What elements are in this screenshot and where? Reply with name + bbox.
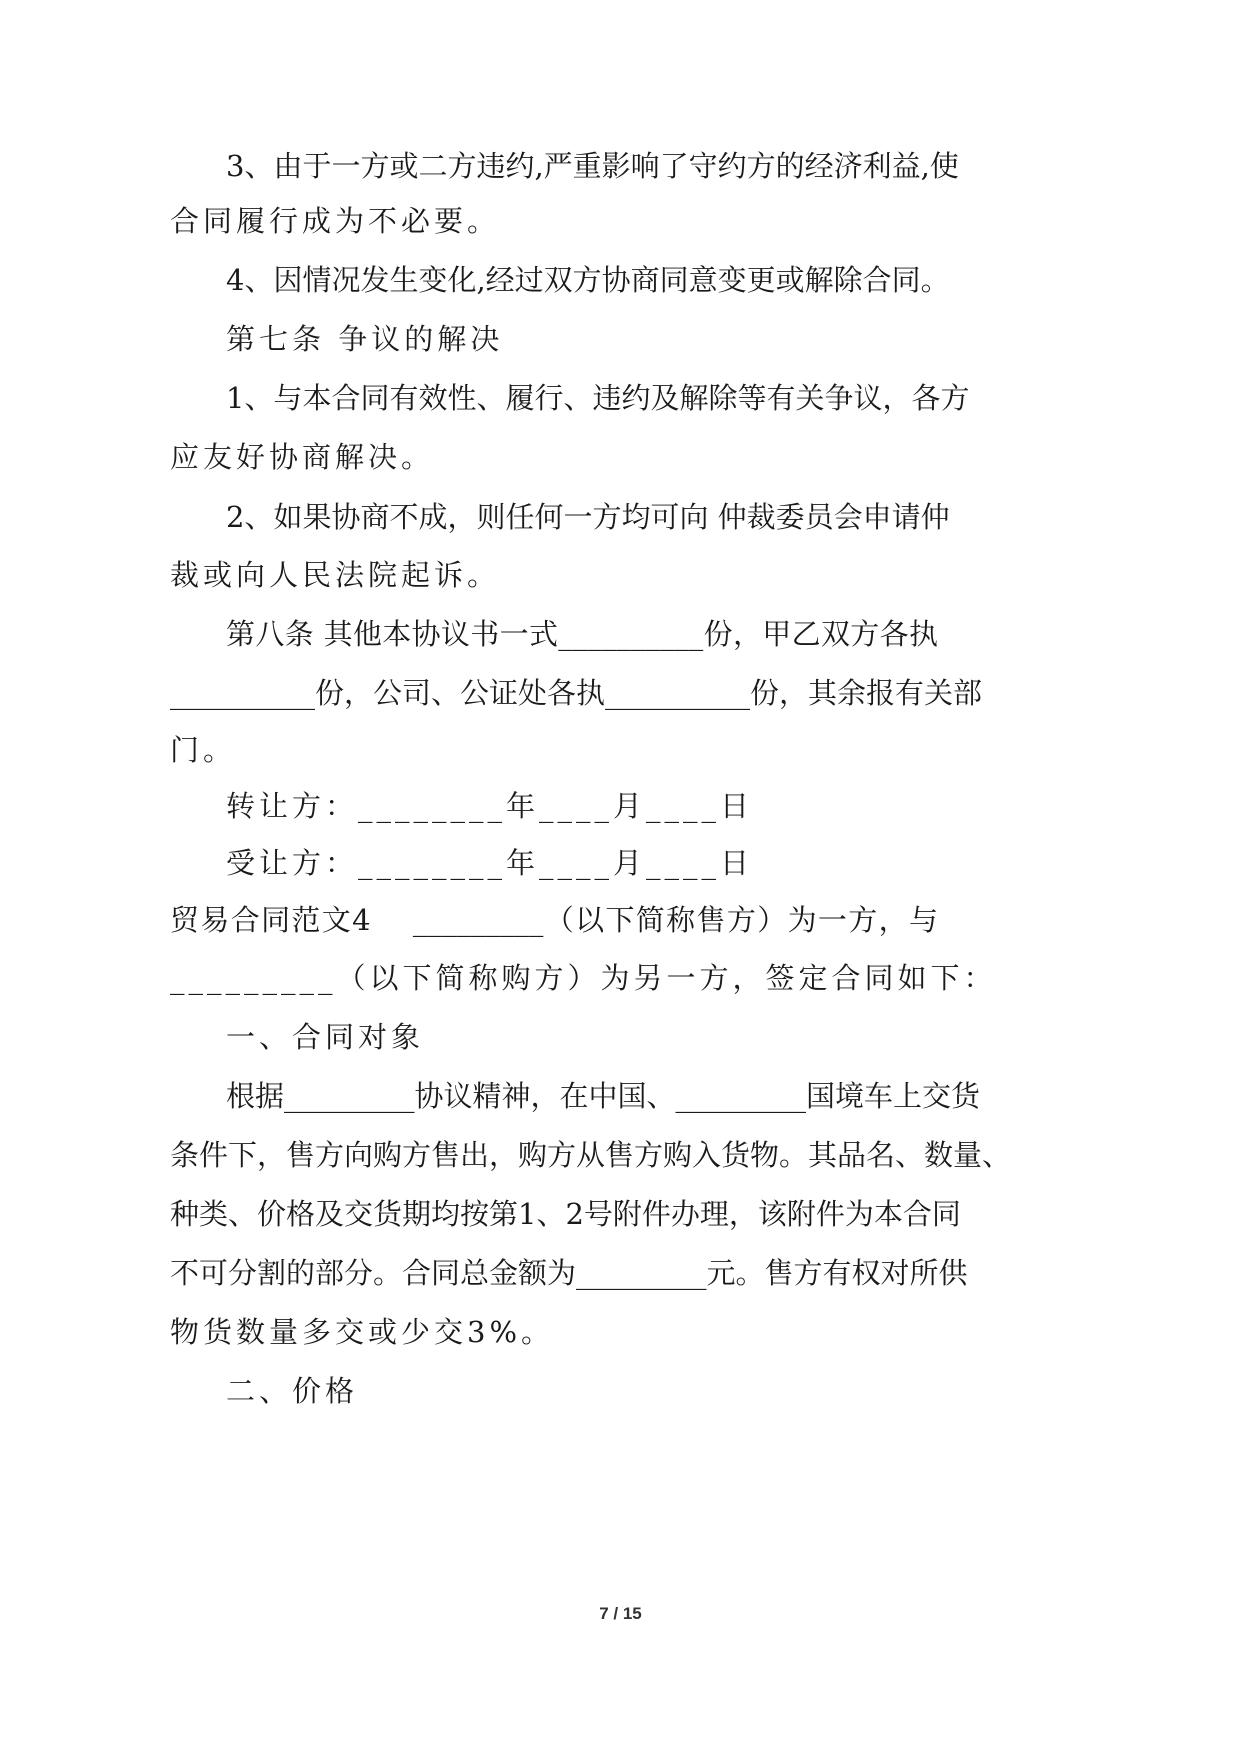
paragraph-line: 种类、价格及交货期均按第1、2号附件办理，该附件为本合同	[170, 1197, 961, 1231]
paragraph-line: 合同履行成为不必要。	[170, 204, 501, 238]
paragraph-line: 1、与本合同有效性、履行、违约及解除等有关争议，各方	[226, 381, 970, 415]
paragraph-line: 第八条 其他本协议书一式__________份，甲乙双方各执	[226, 617, 938, 651]
paragraph-line: 物货数量多交或少交3%。	[170, 1315, 555, 1349]
paragraph-line: _________（以下简称购方）为另一方，签定合同如下：	[170, 961, 997, 995]
paragraph-line: 不可分割的部分。合同总金额为_________元。售方有权对所供	[170, 1256, 968, 1290]
paragraph-line: 4、因情况发生变化,经过双方协商同意变更或解除合同。	[226, 263, 950, 297]
paragraph-line: 门。	[170, 733, 237, 767]
paragraph-line: 3、由于一方或二方违约,严重影响了守约方的经济利益,使	[226, 149, 959, 183]
page-number: 7 / 15	[599, 1604, 642, 1623]
section-heading: 一、合同对象	[226, 1020, 425, 1054]
paragraph-line: __________份，公司、公证处各执__________份，其余报有关部	[170, 676, 983, 710]
paragraph-line: 应友好协商解决。	[170, 440, 435, 474]
paragraph-line: 条件下，售方向购方售出，购方从售方购入货物。其品名、数量、	[170, 1138, 1012, 1172]
signature-line-transferee: 受让方：________年____月____日	[226, 846, 754, 880]
section-heading: 第七条 争议的解决	[226, 322, 504, 356]
paragraph-line: 根据_________协议精神，在中国、_________国境车上交货	[226, 1079, 981, 1113]
paragraph-line: 2、如果协商不成，则任何一方均可向 仲裁委员会申请仲	[226, 500, 950, 534]
section-heading: 二、价格	[226, 1374, 359, 1408]
paragraph-line: 裁或向人民法院起诉。	[170, 558, 501, 592]
signature-line-transferor: 转让方：________年____月____日	[226, 789, 754, 823]
paragraph-line: 贸易合同范文4 _________（以下简称售方）为一方，与	[170, 903, 938, 937]
